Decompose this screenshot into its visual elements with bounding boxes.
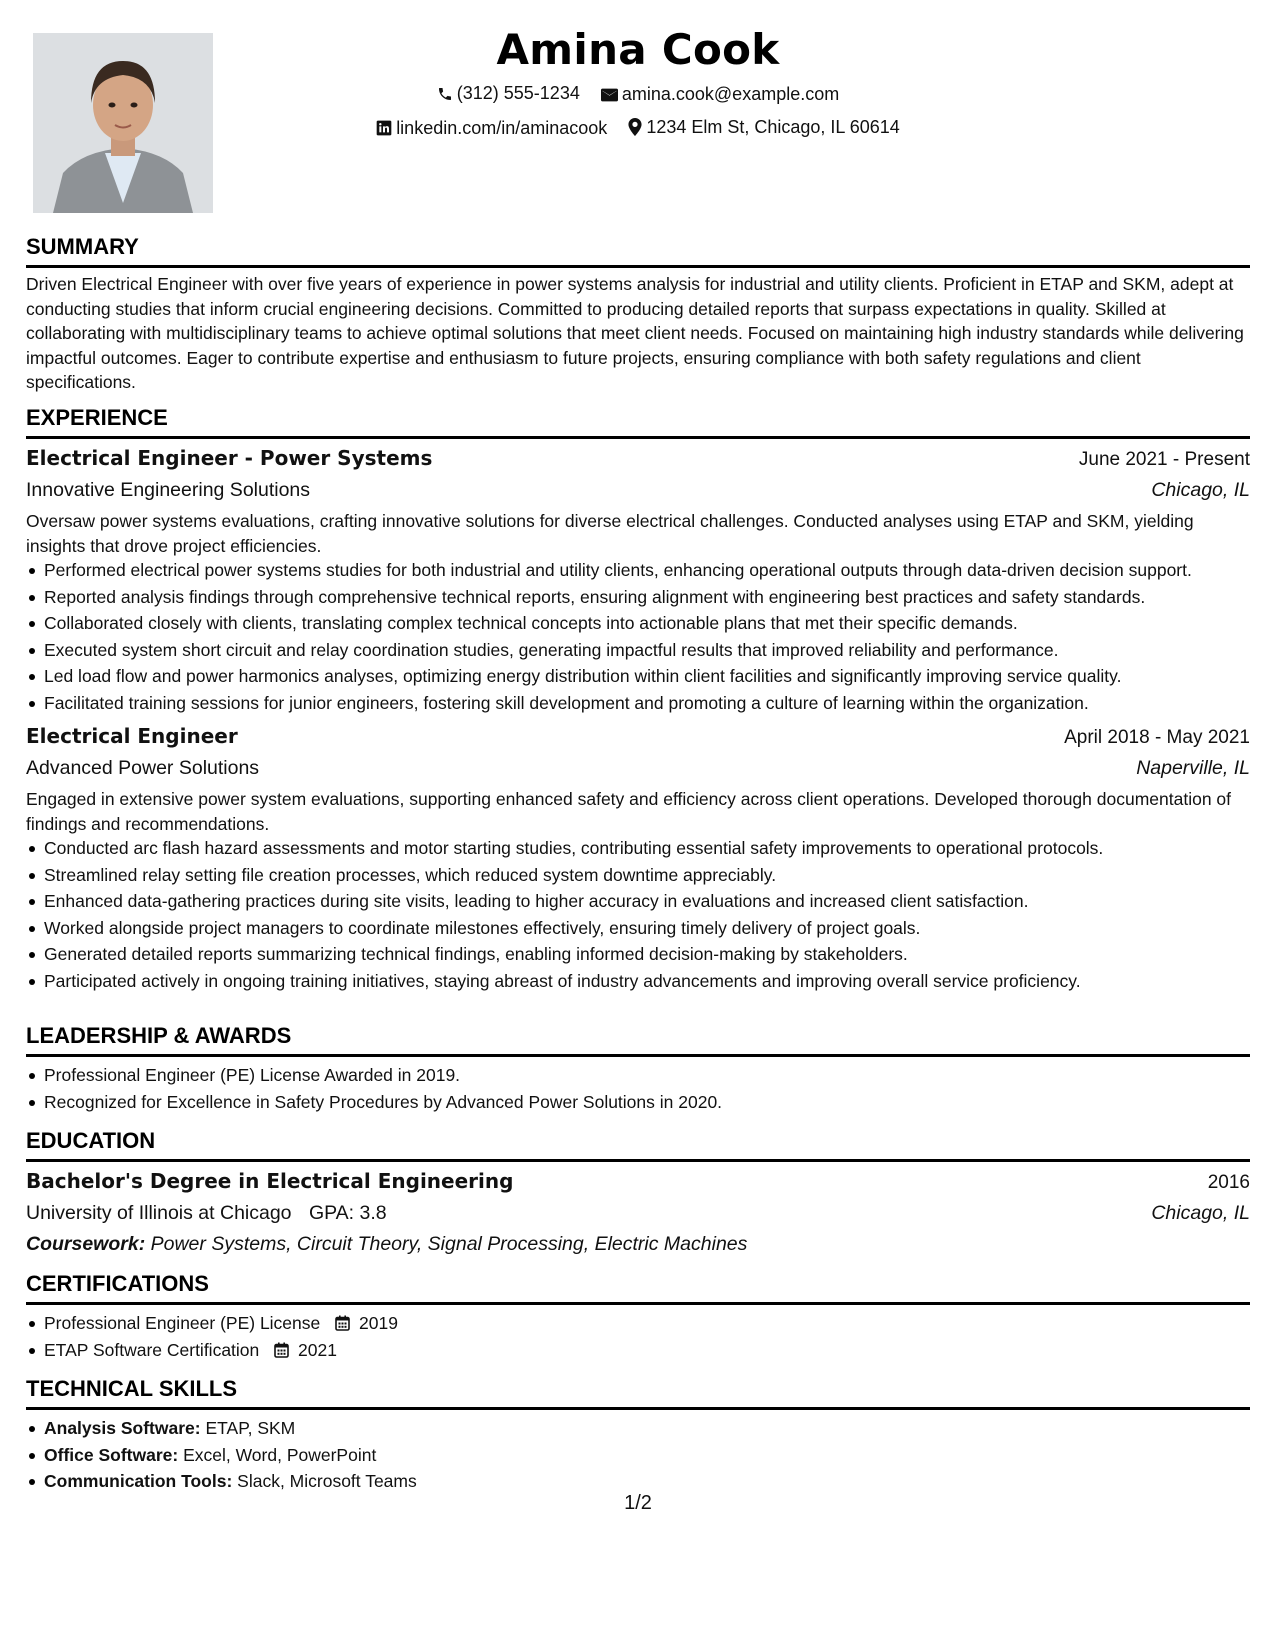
- gpa: GPA: 3.8: [308, 1202, 387, 1224]
- certification-year: 2021: [298, 1339, 337, 1360]
- certification-year: 2019: [359, 1313, 398, 1333]
- phone-icon: [437, 86, 453, 102]
- certification-name: ETAP Software Certification: [44, 1339, 260, 1360]
- degree-name: Bachelor's Degree in Electrical Engineering: [26, 1169, 514, 1193]
- skill-value: ETAP, SKM: [205, 1418, 296, 1438]
- section-divider: [26, 265, 1250, 268]
- skills-list: [26, 1416, 1250, 1494]
- certification-name: Professional Engineer (PE) License: [44, 1313, 321, 1333]
- calendar-icon: [335, 1315, 350, 1331]
- list-item: Recognized for Excellence in Safety Procedures by Advanced Power Solutions in 2020.: [44, 1090, 1250, 1115]
- list-item: Enhanced data-gathering practices during site visits, leading to higher accuracy in evaluations and increased client satisfaction.: [44, 889, 1250, 914]
- list-item: Conducted arc flash hazard assessments and motor starting studies, contributing essential safety improvements to operational protocols.: [44, 836, 1250, 861]
- envelope-icon: [601, 88, 618, 102]
- section-divider: [26, 1302, 1250, 1305]
- address-contact: [628, 112, 900, 143]
- map-pin-icon: [628, 118, 642, 136]
- school-name: University of Illinois at Chicago: [26, 1202, 292, 1224]
- skills-section: [26, 1375, 1250, 1496]
- job-dates: June 2021 - Present: [1078, 449, 1250, 470]
- list-item: Generated detailed reports summarizing technical findings, enabling informed decision-making by stakeholders.: [44, 942, 1250, 967]
- education-header-row: [26, 1166, 1250, 1198]
- contact-line-2: [26, 112, 1250, 147]
- job-company: Advanced Power Solutions: [26, 757, 260, 779]
- list-item: [44, 1416, 1250, 1441]
- leadership-section: [26, 1022, 1250, 1116]
- experience-section: [26, 404, 1250, 995]
- skill-value: Slack, Microsoft Teams: [237, 1471, 417, 1491]
- section-divider: [26, 1054, 1250, 1057]
- page-number: 1/2: [624, 1492, 652, 1514]
- section-divider: [26, 1159, 1250, 1162]
- skills-title: TECHNICAL SKILLS: [26, 1376, 238, 1401]
- job-bullets: [26, 836, 1250, 993]
- job-company-row: [26, 753, 1250, 784]
- job-header-row: [26, 721, 1250, 753]
- job-company: Innovative Engineering Solutions: [26, 479, 311, 501]
- leadership-title: LEADERSHIP & AWARDS: [26, 1023, 292, 1048]
- graduation-year: 2016: [1207, 1172, 1250, 1193]
- list-item: Professional Engineer (PE) License Awarded in 2019.: [44, 1063, 1250, 1088]
- education-section: [26, 1127, 1250, 1259]
- list-item: Worked alongside project managers to coordinate milestones effectively, ensuring timely delivery of project goals.: [44, 916, 1250, 941]
- summary-title: SUMMARY: [26, 234, 139, 259]
- list-item: Performed electrical power systems studies for both industrial and utility clients, enhancing operational outputs through data-driven decision support.: [44, 558, 1250, 583]
- experience-title: EXPERIENCE: [26, 405, 168, 430]
- certifications-section: [26, 1270, 1250, 1364]
- education-title: EDUCATION: [26, 1128, 156, 1153]
- list-item: [44, 1338, 1250, 1363]
- contact-line-1: [26, 78, 1250, 112]
- job-entry: [26, 721, 1250, 993]
- job-location: Chicago, IL: [1151, 479, 1250, 501]
- skill-label: Analysis Software:: [44, 1418, 201, 1438]
- summary-section: [26, 233, 1250, 395]
- coursework-list: Power Systems, Circuit Theory, Signal Processing, Electric Machines: [150, 1233, 748, 1255]
- list-item: Reported analysis findings through comprehensive technical reports, ensuring alignment with engineering best practices and safety standards.: [44, 585, 1250, 610]
- linkedin-contact[interactable]: [376, 113, 607, 144]
- coursework: [26, 1229, 1250, 1259]
- certifications-title: CERTIFICATIONS: [26, 1271, 209, 1296]
- job-company-row: [26, 475, 1250, 506]
- phone-contact: [437, 78, 580, 109]
- calendar-icon: [274, 1342, 289, 1358]
- list-item: Led load flow and power harmonics analyses, optimizing energy distribution within client facilities and significantly improving service quality.: [44, 664, 1250, 689]
- job-title: Electrical Engineer - Power Systems: [26, 446, 433, 470]
- email-contact[interactable]: [601, 79, 839, 110]
- job-entry: [26, 443, 1250, 715]
- candidate-name: Amina Cook: [496, 25, 780, 74]
- section-divider: [26, 1407, 1250, 1410]
- list-item: Collaborated closely with clients, translating complex technical concepts into actionable plans that met their specific demands.: [44, 611, 1250, 636]
- leadership-list: [26, 1063, 1250, 1114]
- section-divider: [26, 436, 1250, 439]
- job-header-row: [26, 443, 1250, 475]
- skill-label: Communication Tools:: [44, 1471, 233, 1491]
- certifications-list: [26, 1311, 1250, 1362]
- job-description: Engaged in extensive power system evaluations, supporting enhanced safety and efficiency across client operations. Developed thorough documentation of findings and recommendations.: [26, 789, 1232, 834]
- phone-text: (312) 555-1234: [456, 83, 580, 103]
- list-item: Executed system short circuit and relay coordination studies, generating impactful results that improved reliability and performance.: [44, 638, 1250, 663]
- skill-value: Excel, Word, PowerPoint: [183, 1444, 377, 1465]
- summary-text: Driven Electrical Engineer with over five years of experience in power systems analysis for industrial and utility clients. Proficient in ETAP and SKM, adept at conducting studies that inform crucial engineering decisions. Committed to producing detailed reports that surpass expectations in quality. Skilled at collaborating with multidisciplinary teams to achieve optimal solutions that meet client needs. Focused on maintaining high industry standards while delivering impactful outcomes. Eager to contribute expertise and enthusiasm to future projects, ensuring compliance with both safety regulations and client specifications.: [26, 274, 1244, 392]
- list-item: Facilitated training sessions for junior engineers, fostering skill development and promoting a culture of learning within the organization.: [44, 691, 1250, 716]
- email-text: amina.cook@example.com: [621, 84, 840, 104]
- list-item: [44, 1469, 1250, 1494]
- skill-label: Office Software:: [44, 1444, 179, 1465]
- education-school-row: [26, 1198, 1250, 1229]
- linkedin-text: linkedin.com/in/aminacook: [396, 117, 608, 138]
- job-bullets: [26, 558, 1250, 715]
- job-description: Oversaw power systems evaluations, crafting innovative solutions for diverse electrical challenges. Conducted analyses using ETAP and SKM, yielding insights that drove project efficiencies.: [26, 511, 1194, 556]
- school-info: [26, 1198, 387, 1229]
- resume-page: [26, 0, 1250, 1650]
- job-title: Electrical Engineer: [26, 724, 238, 748]
- list-item: Streamlined relay setting file creation processes, which reduced system downtime appreciably.: [44, 863, 1250, 888]
- job-dates: April 2018 - May 2021: [1064, 727, 1250, 748]
- coursework-label: Coursework:: [26, 1233, 146, 1255]
- resume-header: [26, 22, 1250, 146]
- list-item: [44, 1311, 1250, 1336]
- linkedin-icon: [376, 120, 392, 136]
- list-item: [44, 1443, 1250, 1468]
- list-item: Participated actively in ongoing training initiatives, staying abreast of industry advancements and improving overall service proficiency.: [44, 969, 1250, 994]
- job-location: Naperville, IL: [1136, 757, 1250, 779]
- address-text: 1234 Elm St, Chicago, IL 60614: [646, 116, 900, 137]
- school-location: Chicago, IL: [1151, 1202, 1250, 1224]
